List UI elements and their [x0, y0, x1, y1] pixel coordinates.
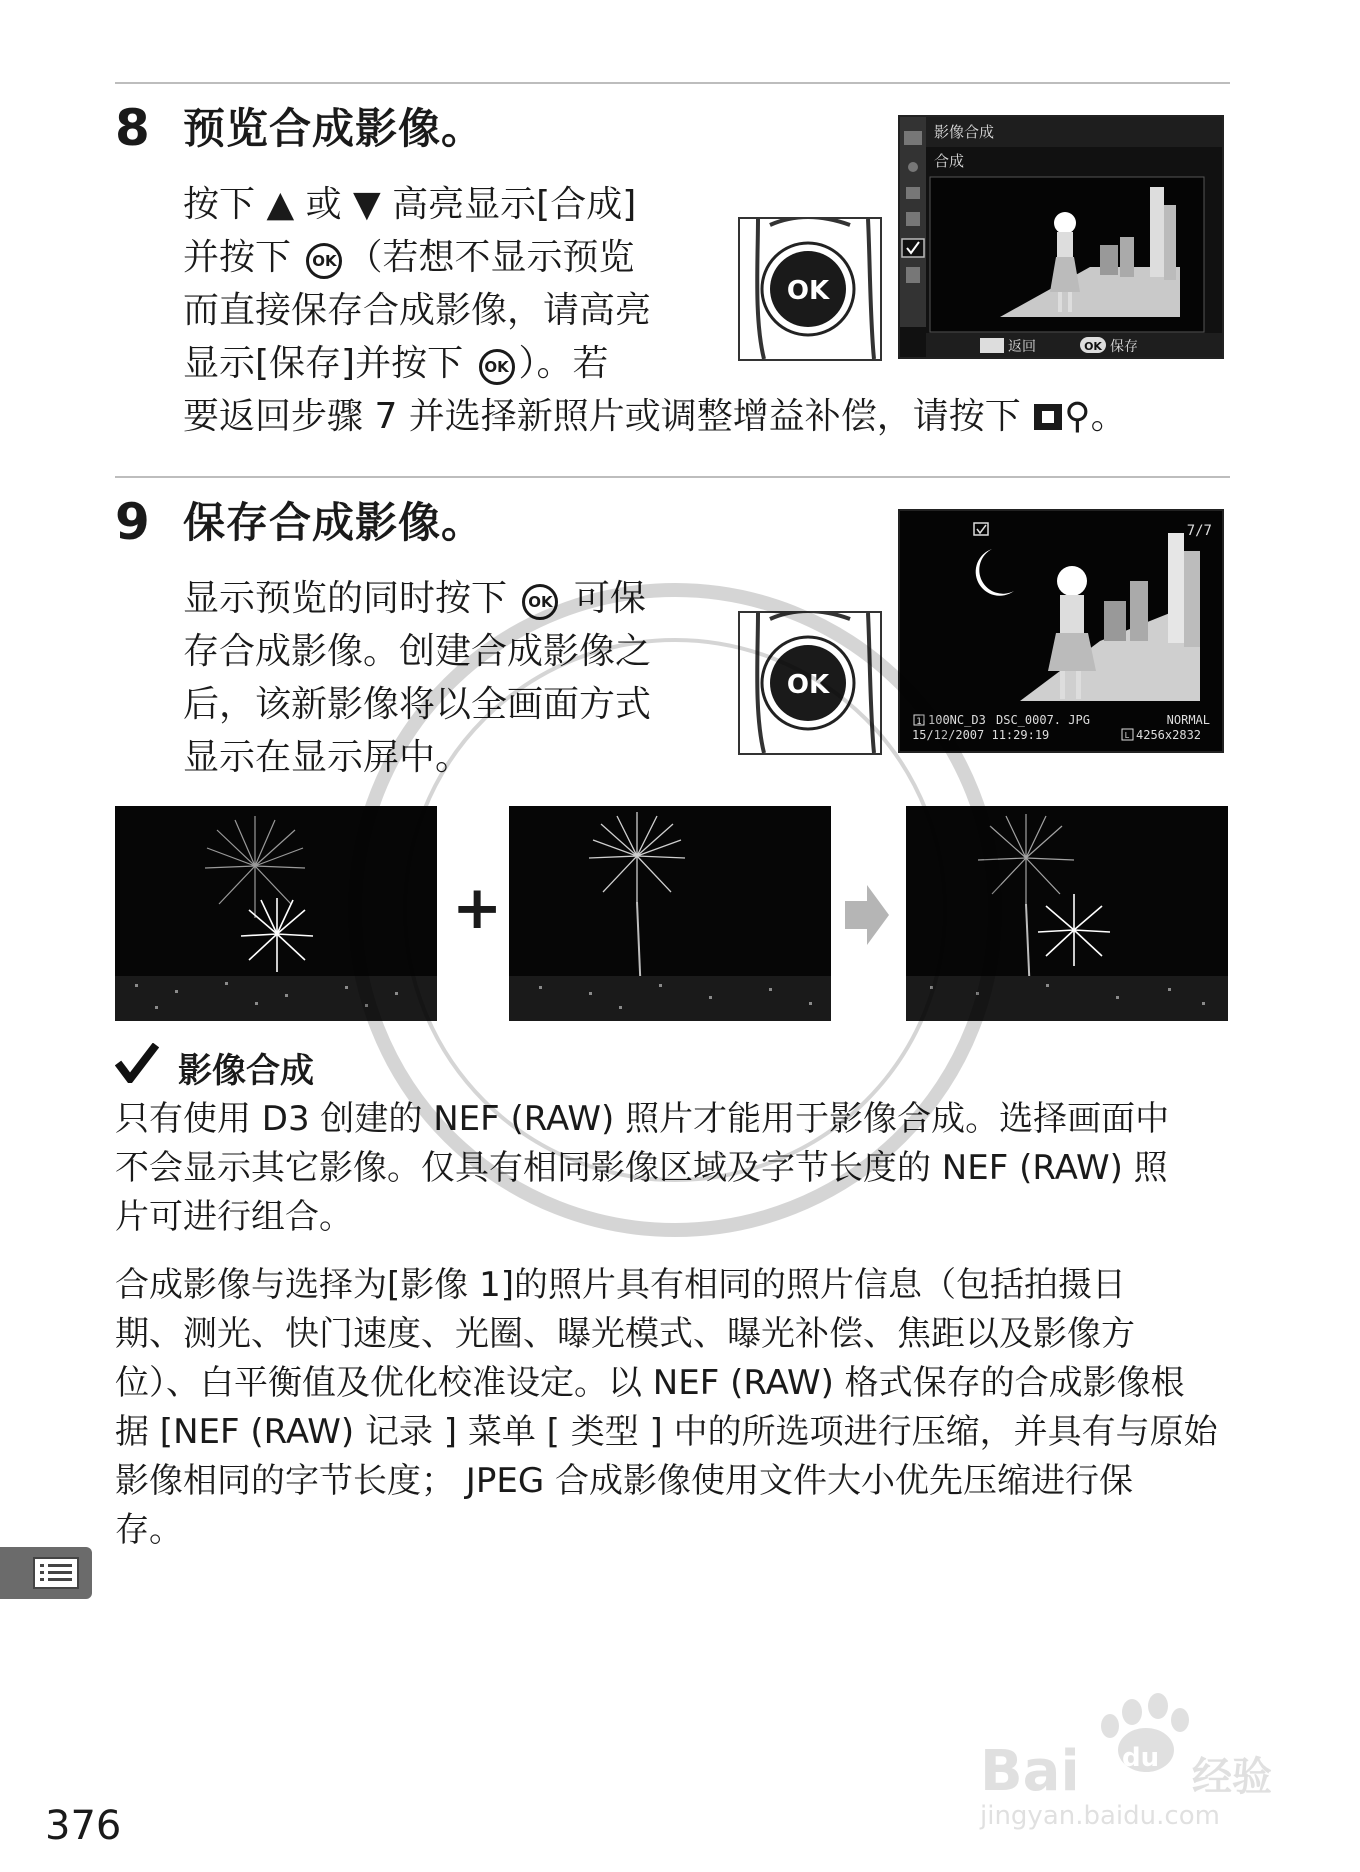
up-arrow-icon: ▲	[266, 184, 295, 225]
middle-divider	[115, 476, 1230, 478]
svg-text:jingyan.baidu.com: jingyan.baidu.com	[980, 1801, 1220, 1830]
step-8-body	[183, 178, 651, 390]
ok-button-drawing	[740, 219, 880, 359]
step-number-8: 8	[115, 99, 150, 157]
magnifier-icon: ⚲	[1064, 396, 1091, 437]
firework-photo-1	[115, 806, 437, 1021]
svg-text:经验: 经验	[1192, 1754, 1272, 1800]
ok-button-icon: OK	[522, 584, 558, 620]
svg-text:合成: 合成	[934, 152, 965, 170]
camera-ok-button-illustration	[738, 217, 882, 361]
svg-text:OK: OK	[1084, 340, 1102, 353]
step-8-line-3: 而直接保存合成影像，请高亮	[183, 290, 652, 331]
step-8-line-4: 显示[保存]并按下 OK ）。若	[183, 343, 609, 384]
svg-text:OK: OK	[786, 276, 830, 306]
svg-text:du: du	[1122, 1743, 1160, 1773]
ok-button-icon: OK	[479, 349, 515, 385]
svg-text:Bai: Bai	[980, 1739, 1080, 1804]
zoom-out-thumbnail-icon	[1034, 404, 1062, 430]
step-8-title: 预览合成影像。	[183, 104, 485, 153]
playback-screen-drawing	[900, 511, 1222, 751]
top-divider	[115, 82, 1230, 84]
svg-text:保存: 保存	[1110, 339, 1138, 355]
page-number: 376	[45, 1803, 122, 1849]
svg-text:L: L	[1124, 731, 1130, 740]
down-arrow-icon: ▼	[353, 184, 381, 225]
step-9-line-3: 后，该新影像将以全画面方式	[183, 684, 652, 725]
svg-text:返回: 返回	[1008, 339, 1036, 355]
svg-text:NORMAL: NORMAL	[1166, 713, 1210, 727]
camera-screen-playback	[898, 509, 1224, 753]
svg-text:100NC_D3: 100NC_D3	[928, 713, 986, 727]
step-9-title: 保存合成影像。	[183, 498, 485, 547]
svg-text:7/7: 7/7	[1186, 523, 1212, 539]
firework-photo-2	[509, 806, 831, 1021]
menu-guide-tab[interactable]	[0, 1547, 92, 1599]
camera-screen-image-overlay	[898, 115, 1224, 359]
plus-sign: +	[452, 873, 503, 943]
step-number-9: 9	[115, 493, 150, 551]
note-title: 影像合成	[178, 1051, 314, 1091]
svg-text:4256x2832: 4256x2832	[1136, 728, 1202, 742]
step-9-line-1: 显示预览的同时按下 OK 可保	[183, 578, 646, 619]
note-paragraph-2: 合成影像与选择为[影像 1]的照片具有相同的照片信息（包括拍摄日 期、测光、快门速度、光圈、曝光模式、曝光补偿、焦距以及影像方 位）、白平衡值及优化校准设定。以 NEF (RAW) 格式保存的合成影像根 据 [NEF (RAW) 记录 ] 菜单 [ 类型 ] 中的所选项进行压缩，并具有与原始 影像相同的字节长度； JPEG 合成影像使用文件大小优先压缩进行保 存。	[115, 1265, 1218, 1550]
baidu-jingyan-watermark	[970, 1690, 1290, 1830]
step-8-line-2: 并按下 OK （若想不显示预览	[183, 237, 635, 278]
svg-text:1: 1	[916, 717, 922, 727]
step-9-line-4: 显示在显示屏中。	[183, 737, 472, 778]
firework-photo-composite	[906, 806, 1228, 1021]
checkmark-note-icon	[115, 1043, 159, 1083]
svg-text:OK: OK	[786, 670, 830, 700]
step-9-line-2: 存合成影像。创建合成影像之	[183, 631, 652, 672]
arrow-right-icon	[845, 885, 889, 945]
step-8-line-5: 要返回步骤 7 并选择新照片或调整增益补偿，请按下 ⚲。	[183, 396, 1127, 437]
ok-button-icon: OK	[306, 243, 342, 279]
menu-list-icon	[0, 1547, 92, 1599]
ok-button-drawing	[740, 613, 880, 753]
step-8-line-1: 按下 ▲ 或 ▼ 高亮显示[合成]	[183, 184, 637, 225]
step-9-body	[183, 572, 651, 784]
svg-text:DSC_0007. JPG: DSC_0007. JPG	[996, 713, 1090, 727]
svg-text:15/12/2007 11:29:19: 15/12/2007 11:29:19	[912, 728, 1050, 742]
camera-ok-button-illustration	[738, 611, 882, 755]
overlay-screen-drawing	[900, 117, 1222, 357]
svg-text:影像合成: 影像合成	[934, 123, 995, 141]
note-paragraph-1: 只有使用 D3 创建的 NEF (RAW) 照片才能用于影像合成。选择画面中 不会显示其它影像。仅具有相同影像区域及字节长度的 NEF (RAW) 照 片可进行组合。	[115, 1099, 1170, 1237]
